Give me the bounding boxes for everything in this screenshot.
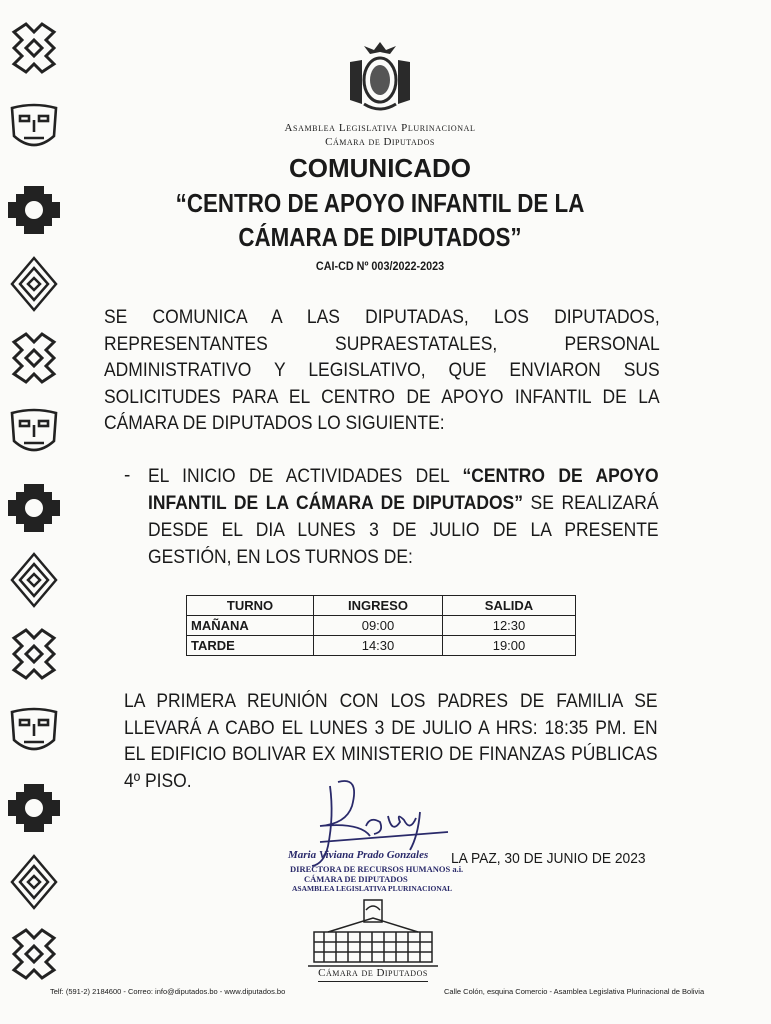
signatory-title: DIRECTORA DE RECURSOS HUMANOS a.i.	[290, 864, 464, 874]
paragraph-intro: SE COMUNICA A LAS DIPUTADAS, LOS DIPUTADOS, REPRESENTANTES SUPRAESTATALES, PERSONAL ADMINISTRATIVO Y LEGISLATIVO, QUE ENVIARON SUS SOLICITUDES PARA EL CENTRO DE APOYO INFANTIL DE LA CÁMARA DE DIPUTADOS LO SIGUIENTE:	[104, 307, 660, 434]
coat-of-arms-icon	[340, 40, 420, 116]
paragraph-meeting: LA PRIMERA REUNIÓN CON LOS PADRES DE FAMILIA SE LLEVARÁ A CABO EL LUNES 3 DE JULIO A HRS: 18:35 PM. EN EL EDIFICIO BOLIVAR EX MINISTERIO DE FINANZAS PÚBLICAS 4º PISO.	[124, 691, 658, 792]
signatory-name: Maria Viviana Prado Gonzales	[288, 849, 429, 861]
cross-knot-motif-icon	[6, 926, 62, 982]
sun-motif-icon	[6, 780, 62, 836]
bullet-activities	[148, 463, 659, 571]
footer-chamber-name: Cámara de Diputados	[318, 967, 428, 979]
bullet-text-bold: “CENTRO DE APOYO INFANTIL DE LA CÁMARA DE DIPUTADOS”	[148, 466, 659, 514]
chamber-name: Cámara de Diputados	[325, 136, 435, 148]
sun-motif-icon	[6, 182, 62, 238]
diamond-motif-icon	[6, 552, 62, 608]
sun-motif-icon	[6, 480, 62, 536]
bullet-text-post: SE REALIZARÁ DESDE EL DIA LUNES 3 DE JULIO DE LA PRESENTE GESTIÓN, EN LOS TURNOS DE:	[148, 493, 659, 568]
table-header-row	[187, 596, 576, 616]
schedule-table	[186, 595, 576, 656]
document-title: COMUNICADO	[289, 153, 471, 183]
document-subtitle	[139, 186, 621, 254]
reference-number: CAI-CD Nº 003/2022-2023	[315, 259, 445, 273]
cell-turno: MAÑANA	[187, 616, 314, 636]
place-and-date: LA PAZ, 30 DE JUNIO DE 2023	[451, 850, 646, 867]
cell-salida: 12:30	[443, 616, 576, 636]
header-turno: TURNO	[187, 596, 314, 616]
footer-contact: Telf: (591-2) 2184600 - Correo: info@diputados.bo - www.diputados.bo	[50, 987, 286, 996]
signature-icon	[300, 776, 450, 876]
diamond-motif-icon	[6, 256, 62, 312]
cell-ingreso: 14:30	[314, 636, 443, 656]
diamond-motif-icon	[6, 854, 62, 910]
header-salida: SALIDA	[443, 596, 576, 616]
footer-address: Calle Colón, esquina Comercio - Asamblea Legislativa Plurinacional de Bolivia	[444, 987, 705, 996]
bullet-dash: -	[124, 465, 131, 486]
bullet-text-pre: EL INICIO DE ACTIVIDADES DEL	[148, 466, 463, 487]
mask-motif-icon	[6, 704, 62, 760]
cell-turno: TARDE	[187, 636, 314, 656]
subtitle-line-1: “CENTRO DE APOYO INFANTIL DE LA	[175, 188, 585, 218]
institution-name: Asamblea Legislativa Plurinacional	[284, 122, 476, 134]
chamber-building-icon	[308, 898, 438, 970]
cell-ingreso: 09:00	[314, 616, 443, 636]
cross-knot-motif-icon	[6, 330, 62, 386]
mask-motif-icon	[6, 100, 62, 156]
signatory-assembly: ASAMBLEA LEGISLATIVA PLURINACIONAL	[292, 884, 453, 893]
cell-salida: 19:00	[443, 636, 576, 656]
cross-knot-motif-icon	[6, 20, 62, 76]
header-ingreso: INGRESO	[314, 596, 443, 616]
footer-rule	[318, 981, 428, 982]
subtitle-line-2: CÁMARA DE DIPUTADOS”	[238, 222, 522, 252]
table-row	[187, 616, 576, 636]
mask-motif-icon	[6, 405, 62, 461]
table-row	[187, 636, 576, 656]
cross-knot-motif-icon	[6, 626, 62, 682]
signatory-chamber: CÁMARA DE DIPUTADOS	[304, 874, 408, 884]
